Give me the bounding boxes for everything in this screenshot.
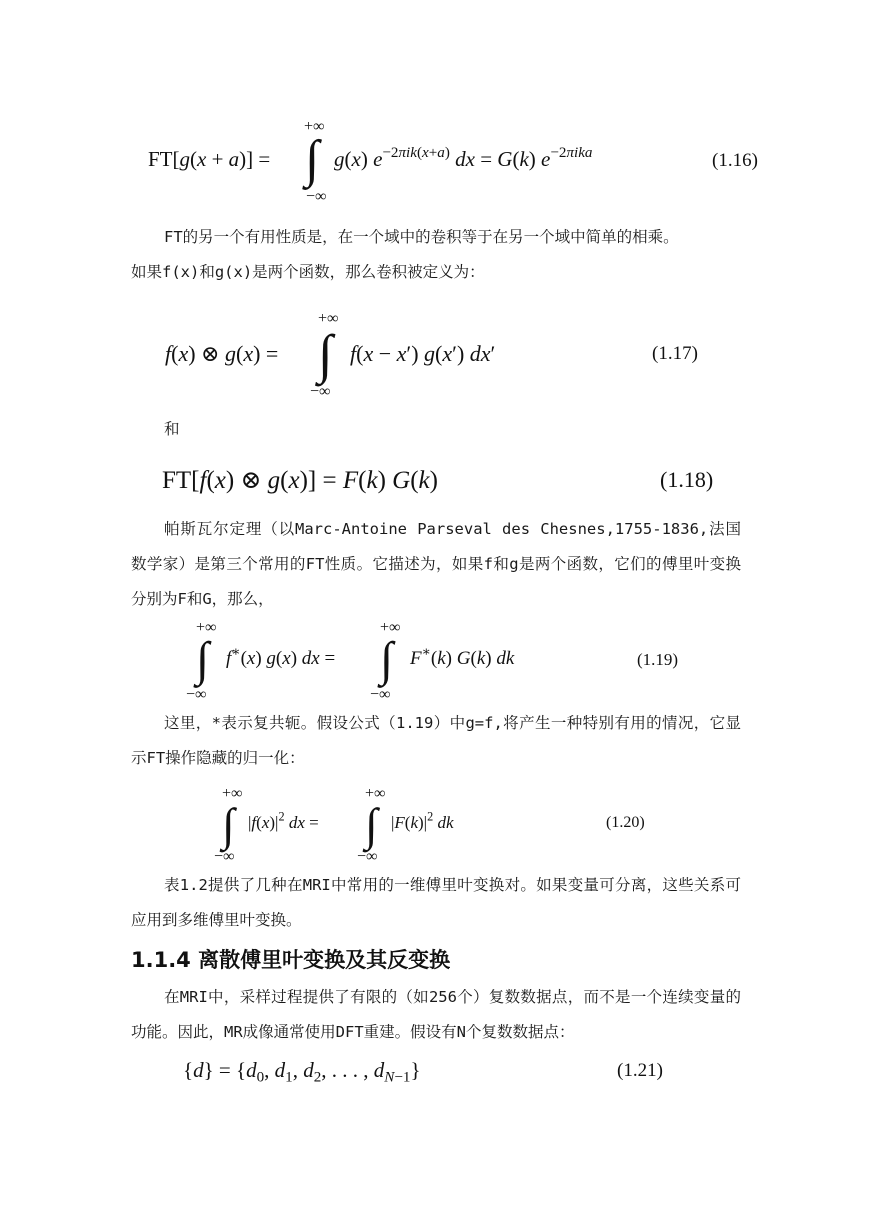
equation-lhs: f∗(x) g(x) dx = [226, 643, 336, 669]
equation-lhs: f(x) ⊗ g(x) = [165, 341, 279, 366]
equation-lhs: $|f(x)|^2$ dx = [248, 809, 319, 832]
integral-upper-limit: +∞ [222, 785, 243, 802]
integral-sign: ∫ [365, 799, 378, 850]
equation-number: (1.21) [617, 1060, 663, 1081]
paragraph-table-ref: 表1.2提供了几种在MRI中常用的一维傅里叶变换对。如果变量可分离，这些关系可应用到多维傅里叶变换。 [131, 876, 741, 929]
paragraph-and [131, 412, 741, 447]
integral-upper-limit: +∞ [196, 619, 217, 636]
equation-number: (1.20) [606, 814, 645, 831]
integral-sign: ∫ [222, 799, 235, 850]
integral-lower-limit: −∞ [186, 686, 207, 703]
integral-sign: ∫ [318, 324, 333, 384]
equation-rhs: $|F(k)|^2$ dk [391, 809, 454, 832]
paragraph-dft: 在MRI中，采样过程提供了有限的（如256个）复数数据点，而不是一个连续变量的功能。因此，MR成像通常使用DFT重建。假设有N个复数数据点： [131, 988, 741, 1041]
integral-upper-limit: +∞ [365, 785, 386, 802]
equation-body: $\{d\} = \{d_0$, $d_1$, $d_2$, . . . , $d_{N-1}$} [183, 1058, 421, 1086]
equation-body: FT[f(x) ⊗ g(x)] = F(k) G(k) [162, 467, 438, 494]
paragraph-conjugate: 这里，*表示复共轭。假设公式（1.19）中g=f,将产生一种特别有用的情况，它显示FT操作隐藏的归一化： [131, 714, 741, 767]
integral-upper-limit: +∞ [380, 619, 401, 636]
equation-number: (1.17) [652, 343, 698, 364]
text-line: FT的另一个有用性质是，在一个域中的卷积等于在另一个域中简单的相乘。 [164, 228, 679, 246]
integral-lower-limit: −∞ [214, 848, 235, 865]
integral-lower-limit: −∞ [306, 188, 327, 205]
paragraph-convolution [131, 220, 741, 290]
integral-sign: ∫ [380, 633, 394, 686]
text-line: 和 [164, 420, 180, 438]
integral-upper-limit: +∞ [304, 118, 325, 135]
equation-rhs: f(x − x′) g(x′) dx′ [350, 341, 496, 366]
integral-upper-limit: +∞ [318, 310, 339, 327]
integral-lower-limit: −∞ [357, 848, 378, 865]
equation-number: (1.16) [712, 150, 758, 171]
equation-rhs: g(x) $e^{-2\pi ik(x+a)}$ dx = G(k) $e^{-2\pi ika}$ [334, 144, 593, 171]
integral-sign: ∫ [196, 633, 210, 686]
section-heading: 1.1.4 离散傅里叶变换及其反变换 [131, 948, 451, 972]
equation-rhs: F∗(k) G(k) dk [410, 643, 515, 669]
equation-lhs: FT[g(x + a)] = [148, 147, 271, 171]
integral-lower-limit: −∞ [370, 686, 391, 703]
integral-sign: ∫ [305, 131, 320, 188]
equation-number: (1.19) [637, 650, 679, 669]
paragraph-parseval: 帕斯瓦尔定理（以Marc-Antoine Parseval des Chesnes,1755-1836,法国数学家）是第三个常用的FT性质。它描述为，如果f和g是两个函数，它们的傅里叶变换分别为F和G，那么， [131, 520, 741, 608]
text-line: 如果f(x)和g(x)是两个函数，那么卷积被定义为： [131, 263, 485, 281]
equation-number: (1.18) [660, 467, 714, 492]
integral-lower-limit: −∞ [310, 383, 331, 400]
